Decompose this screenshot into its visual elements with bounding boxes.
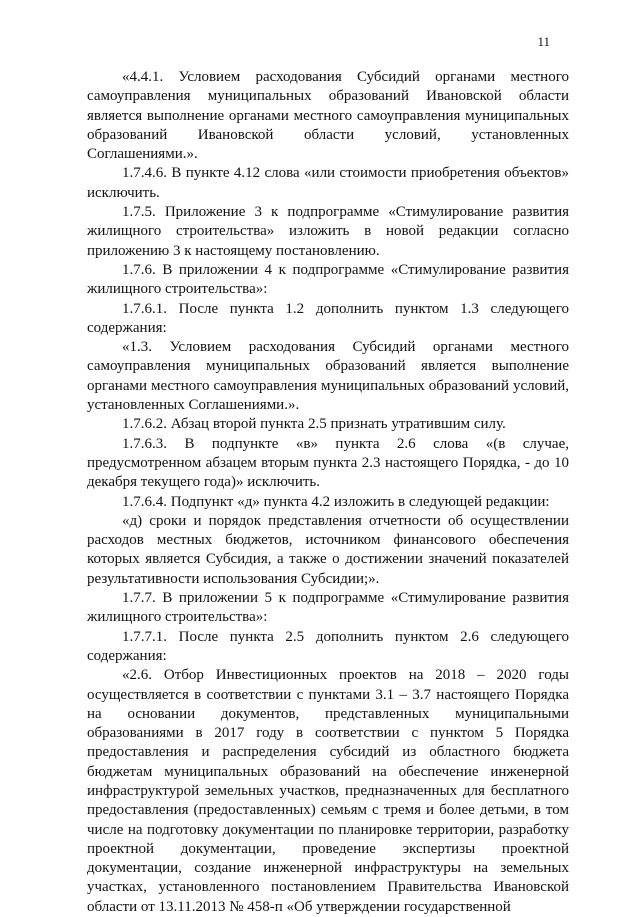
paragraph-4-4-1: «4.4.1. Условием расходования Субсидий органами местного самоуправления муниципальных образований Ивановской области является выполнение органами местного самоуправления муниципальных образований Ивановской области условий, установленных Соглашениями.». bbox=[87, 69, 569, 163]
paragraph-1-7-6-2: 1.7.6.2. Абзац второй пункта 2.5 признать утратившим силу. bbox=[122, 416, 506, 433]
paragraph-1-7-6-1: 1.7.6.1. После пункта 1.2 дополнить пунктом 1.3 следующего содержания: bbox=[87, 300, 569, 336]
paragraph-1-7-7-1: 1.7.7.1. После пункта 2.5 дополнить пунктом 2.6 следующего содержания: bbox=[87, 628, 569, 664]
paragraph-1-7-6-3: 1.7.6.3. В подпункте «в» пункта 2.6 слова «(в случае, предусмотренном абзацем вторым пункта 2.3 настоящего Порядка, - до 10 декабря текущего года)» исключить. bbox=[87, 435, 569, 491]
paragraph-1-7-7: 1.7.7. В приложении 5 к подпрограмме «Стимулирование развития жилищного строительства»: bbox=[87, 590, 569, 626]
paragraph-subpoint-d-quote: «д) сроки и порядок представления отчетности об осуществлении расходов местных бюджетов, источником финансового обеспечения которых является Субсидия, а также о достижении значений показателей результативности использования Субсидии;». bbox=[87, 512, 569, 587]
page-number: 11 bbox=[537, 34, 550, 49]
document-body bbox=[87, 68, 569, 917]
paragraph-1-7-6: 1.7.6. В приложении 4 к подпрограмме «Стимулирование развития жилищного строительства»: bbox=[87, 261, 569, 298]
paragraph-1-3-quote: «1.3. Условием расходования Субсидий органами местного самоуправления муниципальных образований является выполнение органами местного самоуправления муниципальных образований условий, установленных Соглашениями.». bbox=[87, 339, 569, 414]
paragraph-1-7-4-6: 1.7.4.6. В пункте 4.12 слова «или стоимости приобретения объектов» исключить. bbox=[87, 165, 569, 201]
paragraph-1-7-6-4: 1.7.6.4. Подпункт «д» пункта 4.2 изложить в следующей редакции: bbox=[122, 493, 550, 510]
paragraph-2-6-quote: «2.6. Отбор Инвестиционных проектов на 2018 – 2020 годы осуществляется в соответствии с пунктами 3.1 – 3.7 настоящего Порядка на основании документов, представленных муниципальными образованиями в 2017 году в соответствии с пунктом 5 Порядка предоставления и распределения субсидий из областного бюджета бюджетам муниципальных образований на обеспечение инженерной инфраструктурой земельных участков, предназначенных для бесплатного предоставления (предоставленных) семьям с тремя и более детьми, в том числе на подготовку документации по планировке территории, разработку проектной документации, проведение экспертизы проектной документации, создание инженерной инфраструктуры на земельных участках, установленного постановлением Правительства Ивановской области от 13.11.2013 № 458-п «Об утверждении государственной bbox=[87, 667, 569, 915]
paragraph-1-7-5: 1.7.5. Приложение 3 к подпрограмме «Стимулирование развития жилищного строительства» изложить в новой редакции согласно приложению 3 к настоящему постановлению. bbox=[87, 204, 569, 259]
